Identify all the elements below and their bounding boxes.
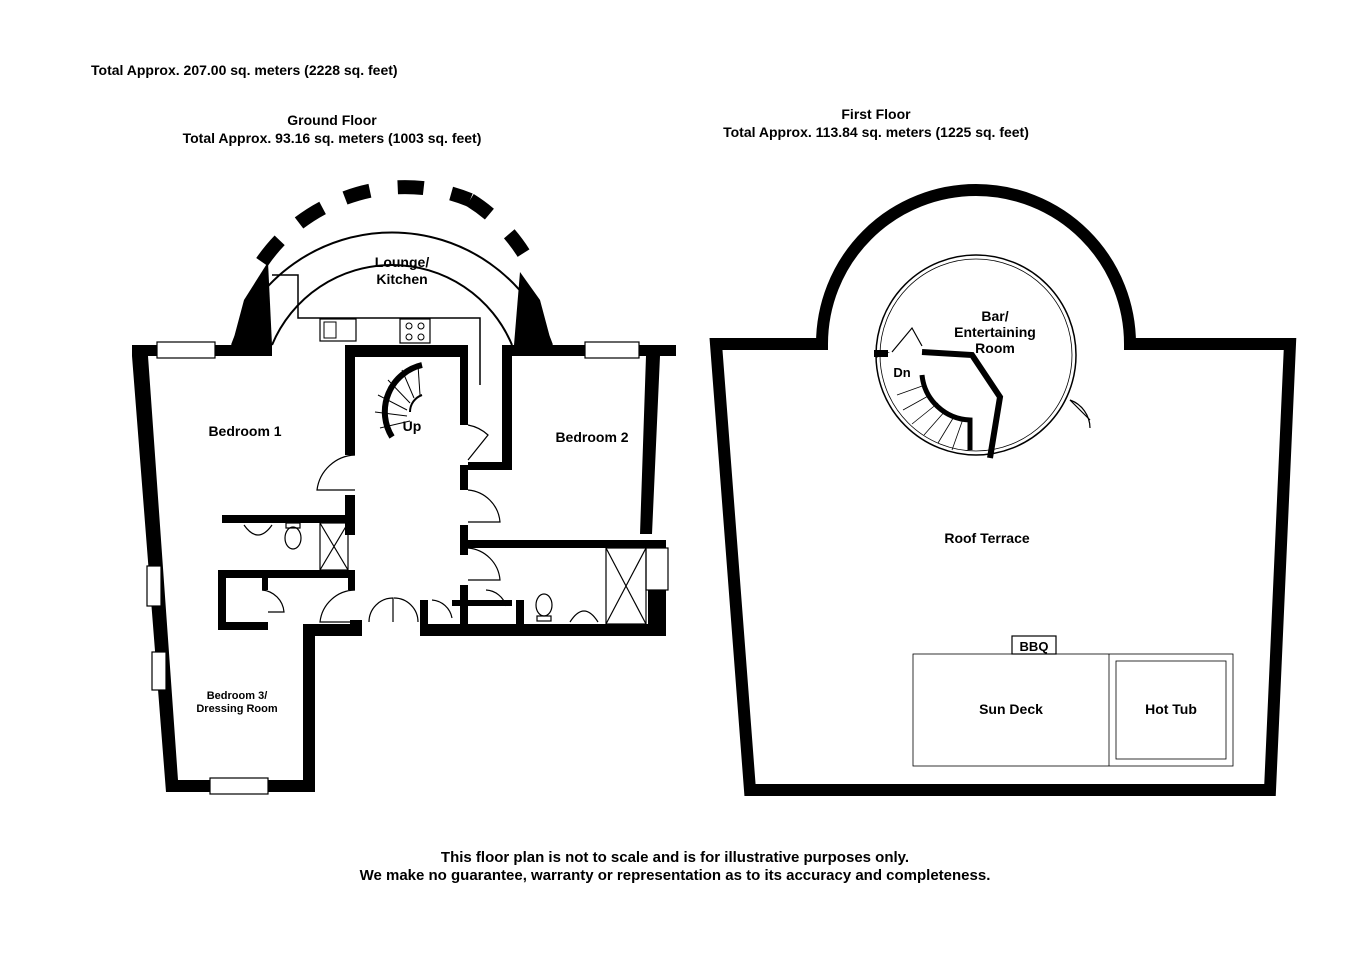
bar-label-line3: Room [975,340,1015,356]
total-area: Total Approx. 207.00 sq. meters (2228 sq. feet) [91,62,398,78]
bedroom2-label: Bedroom 2 [555,429,629,445]
bar-room-circle [874,255,1090,458]
ground-floor-area: Total Approx. 93.16 sq. meters (1003 sq. feet) [182,130,482,146]
first-floor-area: Total Approx. 113.84 sq. meters (1225 sq. feet) [723,124,1029,140]
bedroom3-label-line2: Dressing Room [196,703,278,715]
disclaimer-line2: We make no guarantee, warranty or representation as to its accuracy and completeness. [359,867,991,884]
roof-terrace-label: Roof Terrace [944,530,1030,546]
lounge-label-line2: Kitchen [376,271,428,287]
bar-label-line1: Bar/ [981,308,1009,324]
ground-inner-walls [218,345,650,636]
first-floor-name: First Floor [841,106,911,122]
ground-floor-name: Ground Floor [287,112,377,128]
bedroom1-label: Bedroom 1 [208,423,282,439]
disclaimer [200,849,1150,885]
first-floor-outline [716,190,1290,790]
bar-label-line2: Entertaining [954,324,1036,340]
ground-windows [147,342,668,794]
first-floor-plan [716,190,1290,790]
stairs-down-label: Dn [893,365,911,380]
ground-floor-plan [132,187,676,794]
disclaimer-line1: This floor plan is not to scale and is for illustrative purposes only. [440,849,910,866]
lounge-label-line1: Lounge/ [374,254,430,270]
kitchen-counter [272,275,480,385]
bedroom3-label-line1: Bedroom 3/ [206,690,268,702]
stairs-up-label: Up [402,418,422,434]
hot-tub-label: Hot Tub [1145,701,1197,717]
bbq-label: BBQ [1019,639,1049,654]
sun-deck-label: Sun Deck [979,701,1043,717]
ground-outer-walls [132,345,676,792]
